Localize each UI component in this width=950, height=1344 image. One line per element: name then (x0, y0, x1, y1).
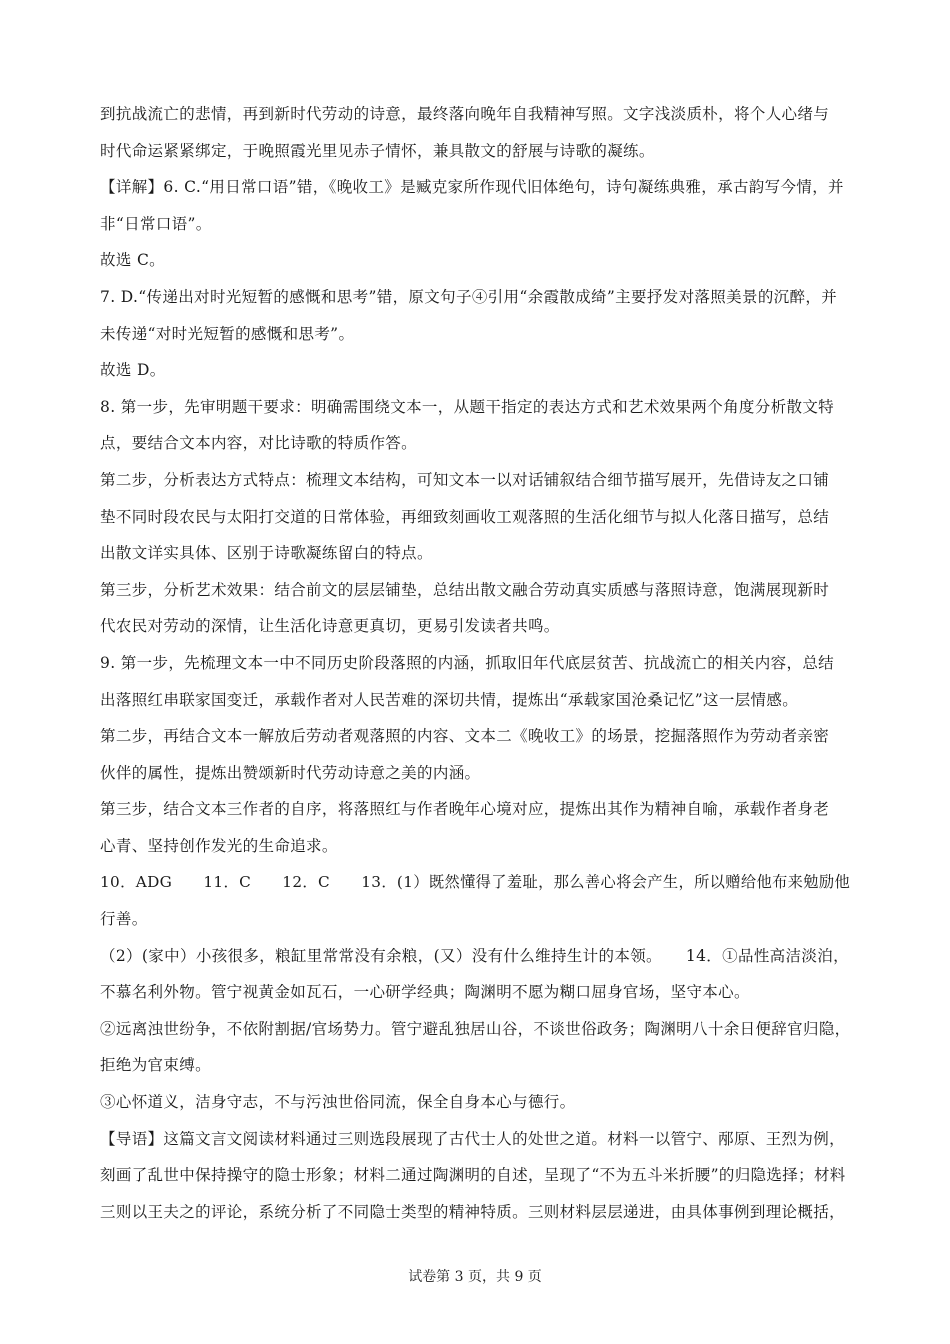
answer-text-body (100, 96, 855, 1230)
text-line: 心青、坚持创作发光的生命追求。 (100, 836, 338, 855)
text-line: 刻画了乱世中保持操守的隐士形象；材料二通过陶渊明的自述，呈现了“不为五斗米折腰”的归隐选择；材料 (100, 1166, 846, 1185)
text-line: 故选 C。 (100, 251, 166, 270)
text-line: 【详解】6. C.“用日常口语”错，《晚收工》是臧克家所作现代旧体绝句，诗句凝练典雅，承古韵写今情，并 (100, 178, 844, 197)
text-line: ③心怀道义，洁身守志，不与污浊世俗同流，保全自身本心与德行。 (100, 1093, 576, 1112)
text-line: 伙伴的属性，提炼出赞颂新时代劳动诗意之美的内涵。 (100, 763, 481, 782)
page-footer: 试卷第 3 页，共 9 页 (408, 1269, 542, 1285)
text-line: 未传递“对时光短暂的感慨和思考”。 (100, 324, 355, 343)
text-line: 垫不同时段农民与太阳打交道的日常体验，再细致刻画收工观落照的生活化细节与拟人化落日描写，总结 (100, 507, 830, 526)
text-line: 到抗战流亡的悲情，再到新时代劳动的诗意，最终落向晚年自我精神写照。文字浅淡质朴，将个人心绪与 (100, 105, 830, 123)
text-line: 拒绝为官束缚。 (100, 1056, 211, 1075)
text-line: 第二步，分析表达方式特点：梳理文本结构，可知文本一以对话铺叙结合细节描写展开，先借诗友之口铺 (100, 470, 830, 489)
text-line: 故选 D。 (100, 361, 166, 380)
text-line: 行善。 (100, 910, 148, 929)
text-line: ②远离浊世纷争，不依附割据/官场势力。管宁避乱独居山谷，不谈世俗政务；陶渊明八十余日便辞官归隐， (100, 1019, 851, 1038)
text-line: 8. 第一步，先审明题干要求：明确需围绕文本一，从题干指定的表达方式和艺术效果两个角度分析散文特 (100, 397, 835, 416)
text-line: 三则以王夫之的评论，系统分析了不同隐士类型的精神特质。三则材料层层递进，由具体事例到理论概括， (100, 1202, 845, 1221)
text-line: 第三步，结合文本三作者的自序，将落照红与作者晚年心境对应，提炼出其作为精神自喻，承载作者身老 (100, 800, 830, 819)
text-line: 【导语】这篇文言文阅读材料通过三则选段展现了古代士人的处世之道。材料一以管宁、邴原、王烈为例， (100, 1129, 845, 1148)
text-line: 不慕名利外物。管宁视黄金如瓦石，一心研学经典；陶渊明不愿为糊口屈身官场，坚守本心。 (100, 983, 750, 1002)
text-line: 时代命运紧紧绑定，于晚照霞光里见赤子情怀，兼具散文的舒展与诗歌的凝练。 (100, 141, 655, 160)
text-line: 9. 第一步，先梳理文本一中不同历史阶段落照的内涵，抓取旧年代底层贫苦、抗战流亡的相关内容，总结 (100, 653, 835, 672)
text-line: （2）(家中）小孩很多，粮缸里常常没有余粮，(又）没有什么维持生计的本领。 14．①品性高洁淡泊， (100, 946, 849, 965)
text-line: 非“日常口语”。 (100, 214, 212, 233)
text-line: 出散文详实具体、区别于诗歌凝练留白的特点。 (100, 544, 433, 563)
text-line: 10．ADG 11．C 12．C 13．(1）既然懂得了羞耻，那么善心将会产生，所以赠给他布来勉励他 (100, 873, 851, 892)
text-line: 代农民对劳动的深情，让生活化诗意更真切，更易引发读者共鸣。 (100, 617, 560, 636)
text-line: 第三步，分析艺术效果：结合前文的层层铺垫，总结出散文融合劳动真实质感与落照诗意，饱满展现新时 (100, 580, 830, 599)
text-line: 7. D.“传递出对时光短暂的感慨和思考”错，原文句子④引用“余霞散成绮”主要抒发对落照美景的沉醉，并 (100, 287, 838, 306)
text-line: 出落照红串联家国变迁，承载作者对人民苦难的深切共情，提炼出“承载家国沧桑记忆”这一层情感。 (100, 690, 799, 709)
text-line: 第二步，再结合文本一解放后劳动者观落照的内容、文本二《晚收工》的场景，挖掘落照作为劳动者亲密 (100, 727, 830, 746)
text-line: 点，要结合文本内容，对比诗歌的特质作答。 (100, 434, 418, 453)
